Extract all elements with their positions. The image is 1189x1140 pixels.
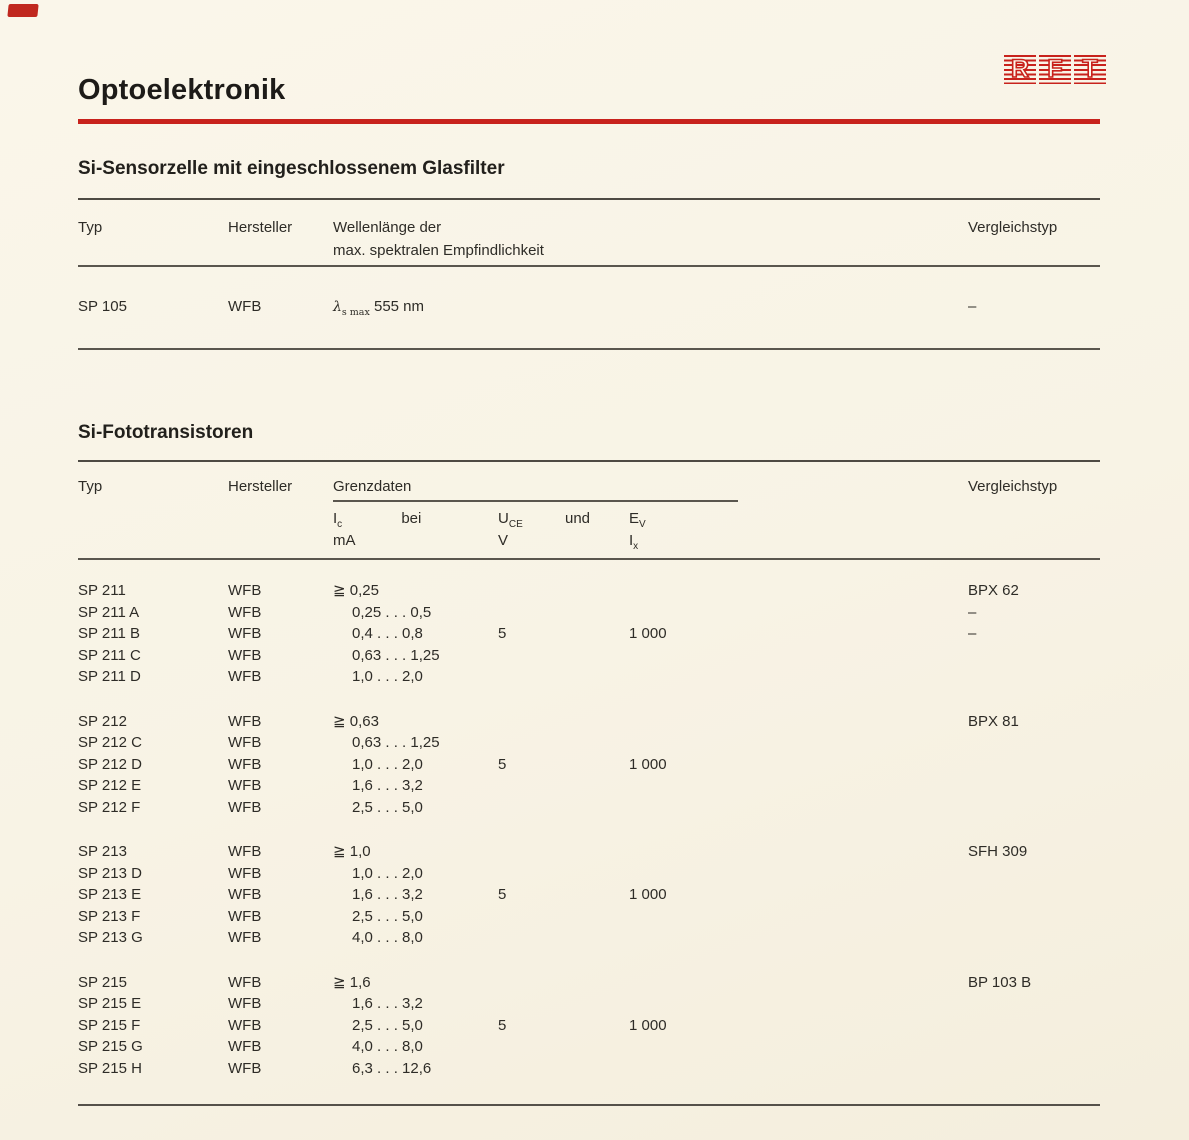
column-header-wellenlaenge — [333, 216, 968, 262]
cell-hersteller: WFB — [228, 712, 262, 730]
cell-uce — [493, 666, 565, 688]
cell-typ: SP 213 F — [78, 907, 141, 925]
column-header-hersteller: Hersteller — [228, 478, 293, 495]
corner-mark — [7, 4, 38, 17]
cell-vergleichstyp — [968, 645, 1100, 667]
cell-ev — [615, 927, 968, 949]
cell-ev: 1 000 — [629, 1016, 667, 1034]
cell-und — [565, 993, 615, 1015]
cell-und — [565, 602, 615, 624]
cell-uce — [493, 1036, 565, 1058]
cell-ev — [615, 841, 968, 863]
table-row — [78, 711, 1100, 733]
cell-vergleichstyp — [968, 754, 1100, 776]
rft-logo-letter: T — [1074, 55, 1106, 84]
cell-vergleichstyp — [968, 993, 1100, 1015]
fototransistoren-header-row — [78, 478, 1057, 495]
cell-typ: SP 213 E — [78, 886, 142, 903]
table-row — [78, 972, 1100, 994]
cell-und — [565, 906, 615, 928]
cell-ev — [615, 972, 968, 994]
cell-ev — [615, 666, 968, 688]
cell-typ: SP 213 D — [78, 864, 142, 882]
cell-ic: 1,6 . . . 3,2 — [352, 886, 423, 903]
section-heading: Si-Sensorzelle mit eingeschlossenem Glasfilter — [78, 158, 505, 179]
cell-uce — [493, 775, 565, 797]
table-row — [78, 623, 1100, 645]
cell-ic: 1,0 . . . 2,0 — [352, 864, 423, 882]
cell-typ: SP 211 D — [78, 668, 141, 685]
column-header-typ: Typ — [78, 219, 103, 236]
section-heading: Si-Fototransistoren — [78, 422, 254, 443]
cell-typ: SP 212 C — [78, 734, 142, 751]
subheader-row-1 — [78, 510, 968, 530]
cell-ev — [615, 580, 968, 602]
page-title: Optoelektronik — [78, 74, 286, 106]
title-rule — [78, 119, 1100, 124]
symbol-ix: $I_x$ — [629, 532, 639, 552]
grenzdaten-underline — [333, 500, 738, 502]
row-group — [78, 972, 1100, 1080]
table-row — [78, 863, 1100, 885]
rft-logo-letter: F — [1039, 55, 1071, 84]
cell-uce — [493, 863, 565, 885]
page-bottom-rule — [78, 1104, 1100, 1106]
cell-uce — [493, 972, 565, 994]
cell-hersteller: WFB — [228, 668, 262, 685]
cell-typ: SP 215 — [78, 973, 127, 991]
cell-vergleichstyp — [968, 884, 1100, 906]
cell-und — [565, 732, 615, 754]
table-row — [78, 1036, 1100, 1058]
cell-uce: 5 — [498, 755, 507, 773]
cell-typ: SP 211 — [78, 582, 126, 599]
cell-uce — [493, 580, 565, 602]
column-header-vergleichstyp: Vergleichstyp — [968, 219, 1058, 236]
cell-ic: 0,63 . . . 1,25 — [352, 646, 440, 664]
cell-typ: SP 212 — [78, 712, 127, 730]
cell-vergleichstyp: SFH 309 — [968, 843, 1028, 860]
label-und: und — [565, 510, 591, 527]
cell-und — [565, 645, 615, 667]
spacer — [228, 532, 333, 552]
cell-ev: 1 000 — [629, 625, 667, 642]
cell-ev — [615, 1058, 968, 1080]
cell-ev: 1 000 — [629, 886, 667, 903]
cell-vergleichstyp — [968, 927, 1100, 949]
row-group — [78, 580, 1100, 688]
cell-typ: SP 215 G — [78, 1038, 143, 1055]
symbol-ic: $I_c$ — [333, 510, 343, 530]
table-row — [78, 754, 1100, 776]
column-header-grenzdaten: Grenzdaten — [333, 478, 412, 495]
lambda-subscript: s max — [341, 307, 370, 318]
cell-ev — [615, 775, 968, 797]
cell-und — [565, 711, 615, 733]
fototransistoren-table-body — [78, 580, 1100, 1102]
divider — [78, 558, 1100, 560]
cell-und — [565, 1036, 615, 1058]
cell-uce — [493, 645, 565, 667]
cell-typ: SP 215 H — [78, 1059, 142, 1077]
table-row — [78, 580, 1100, 602]
cell-hersteller: WFB — [228, 755, 262, 773]
cell-ic: 1,6 . . . 3,2 — [352, 995, 423, 1012]
cell-typ: SP 215 F — [78, 1016, 141, 1034]
cell-und — [565, 863, 615, 885]
cell-vergleichstyp — [968, 906, 1100, 928]
divider — [78, 460, 1100, 462]
divider — [78, 265, 1100, 267]
cell-vergleichstyp — [968, 1036, 1100, 1058]
cell-ev — [615, 993, 968, 1015]
cell-vergleichstyp — [968, 1015, 1100, 1037]
cell-vergleichstyp: BPX 81 — [968, 712, 1019, 730]
cell-vergleichstyp — [968, 863, 1100, 885]
cell-ic: 1,0 . . . 2,0 — [352, 668, 423, 685]
table-row — [78, 884, 1100, 906]
spacer — [565, 532, 615, 552]
column-header-wellenlaenge-line2: max. spektralen Empfindlichkeit — [333, 242, 544, 259]
cell-typ: SP 211 A — [78, 603, 140, 621]
cell-vergleichstyp: – — [968, 298, 977, 315]
cell-hersteller: WFB — [228, 625, 262, 642]
table-row — [78, 295, 976, 324]
cell-vergleichstyp: BPX 62 — [968, 582, 1019, 599]
cell-ic: 2,5 . . . 5,0 — [352, 907, 423, 925]
cell-und — [565, 1015, 615, 1037]
cell-ev — [615, 906, 968, 928]
table-row — [78, 602, 1100, 624]
table-row — [78, 927, 1100, 949]
spacer — [78, 510, 228, 530]
cell-ic: ≧ 1,0 — [333, 843, 371, 860]
cell-ic: 0,63 . . . 1,25 — [352, 734, 440, 751]
cell-und — [565, 884, 615, 906]
cell-typ: SP 211 B — [78, 625, 140, 642]
section-sensorzelle — [78, 158, 1100, 388]
cell-uce — [493, 841, 565, 863]
cell-vergleichstyp — [968, 775, 1100, 797]
cell-typ: SP 212 F — [78, 798, 141, 816]
cell-vergleichstyp — [968, 666, 1100, 688]
table-row — [78, 666, 1100, 688]
rft-logo-letter: R — [1004, 55, 1036, 84]
column-header-vergleichstyp: Vergleichstyp — [968, 478, 1058, 495]
cell-ic: 4,0 . . . 8,0 — [352, 1038, 423, 1055]
table-row — [78, 775, 1100, 797]
cell-hersteller: WFB — [228, 929, 262, 946]
cell-typ: SP 105 — [78, 298, 127, 315]
cell-hersteller: WFB — [228, 603, 262, 621]
cell-ev — [615, 1036, 968, 1058]
lambda-symbol: λ — [333, 299, 342, 315]
cell-ev — [615, 732, 968, 754]
cell-uce — [493, 993, 565, 1015]
cell-ev — [615, 797, 968, 819]
cell-vergleichstyp: – — [968, 625, 977, 642]
cell-vergleichstyp — [968, 732, 1100, 754]
cell-und — [565, 775, 615, 797]
cell-ic: 2,5 . . . 5,0 — [352, 1016, 423, 1034]
subheader-ev: $E_V$ — [629, 510, 646, 530]
cell-vergleichstyp: BP 103 B — [968, 973, 1032, 991]
label-bei: bei — [401, 510, 422, 527]
cell-hersteller: WFB — [228, 798, 262, 816]
cell-und — [565, 841, 615, 863]
cell-ev — [615, 602, 968, 624]
cell-ic: 0,25 . . . 0,5 — [352, 603, 432, 621]
cell-hersteller: WFB — [228, 734, 262, 751]
cell-hersteller: WFB — [228, 1059, 262, 1077]
cell-vergleichstyp: – — [968, 603, 977, 621]
cell-ev: 1 000 — [629, 755, 667, 773]
cell-wellenlaenge — [333, 295, 968, 324]
subheader-uce: $U_{CE}$ — [498, 510, 523, 530]
cell-uce: 5 — [498, 1016, 507, 1034]
wavelength-value: 555 nm — [373, 298, 425, 315]
table-row — [78, 993, 1100, 1015]
cell-und — [565, 927, 615, 949]
cell-uce: 5 — [498, 886, 507, 903]
cell-und — [565, 623, 615, 645]
cell-typ: SP 215 E — [78, 995, 142, 1012]
table-row — [78, 841, 1100, 863]
cell-uce — [493, 797, 565, 819]
spacer — [78, 532, 228, 552]
row-group — [78, 841, 1100, 949]
cell-hersteller: WFB — [228, 646, 262, 664]
divider — [78, 198, 1100, 200]
cell-ev — [615, 645, 968, 667]
cell-typ: SP 211 C — [78, 646, 141, 664]
cell-und — [565, 580, 615, 602]
cell-hersteller: WFB — [228, 973, 262, 991]
column-header-typ: Typ — [78, 478, 103, 495]
table-row — [78, 906, 1100, 928]
section-fototransistoren — [78, 420, 1100, 1120]
cell-uce — [493, 906, 565, 928]
cell-und — [565, 754, 615, 776]
cell-hersteller: WFB — [228, 298, 262, 315]
column-header-hersteller: Hersteller — [228, 219, 293, 236]
cell-hersteller: WFB — [228, 1038, 262, 1055]
cell-hersteller: WFB — [228, 995, 262, 1012]
cell-typ: SP 213 — [78, 843, 127, 860]
cell-hersteller: WFB — [228, 864, 262, 882]
cell-typ: SP 213 G — [78, 929, 143, 946]
cell-uce — [493, 732, 565, 754]
cell-und — [565, 972, 615, 994]
cell-ic: 0,4 . . . 0,8 — [352, 625, 423, 642]
unit-v: V — [498, 532, 509, 549]
cell-vergleichstyp — [968, 797, 1100, 819]
cell-uce — [493, 1058, 565, 1080]
cell-hersteller: WFB — [228, 886, 262, 903]
sensorzelle-header-row — [78, 216, 1057, 262]
subheader-row-2 — [78, 532, 968, 552]
cell-ic: 4,0 . . . 8,0 — [352, 929, 423, 946]
table-row — [78, 645, 1100, 667]
cell-typ: SP 212 E — [78, 777, 142, 794]
cell-und — [565, 666, 615, 688]
cell-hersteller: WFB — [228, 1016, 262, 1034]
divider — [78, 348, 1100, 350]
cell-ev — [615, 711, 968, 733]
cell-ic: ≧ 1,6 — [333, 973, 371, 991]
cell-ic: 6,3 . . . 12,6 — [352, 1059, 432, 1077]
table-row — [78, 797, 1100, 819]
unit-ma: mA — [333, 532, 356, 549]
cell-hersteller: WFB — [228, 907, 262, 925]
cell-uce — [493, 602, 565, 624]
table-row — [78, 1015, 1100, 1037]
cell-ic: 1,0 . . . 2,0 — [352, 755, 423, 773]
subheader-ic-bei — [333, 510, 493, 530]
cell-ic: ≧ 0,63 — [333, 712, 379, 730]
column-header-wellenlaenge-line1: Wellenlänge der — [333, 219, 442, 236]
cell-vergleichstyp — [968, 1058, 1100, 1080]
cell-hersteller: WFB — [228, 843, 262, 860]
cell-ic: 1,6 . . . 3,2 — [352, 777, 423, 794]
cell-uce — [493, 927, 565, 949]
cell-ic: ≧ 0,25 — [333, 582, 379, 599]
spacer — [228, 510, 333, 530]
cell-ev — [615, 863, 968, 885]
cell-und — [565, 797, 615, 819]
cell-uce: 5 — [498, 625, 507, 642]
table-row — [78, 1058, 1100, 1080]
cell-typ: SP 212 D — [78, 755, 142, 773]
cell-uce — [493, 711, 565, 733]
cell-und — [565, 1058, 615, 1080]
cell-hersteller: WFB — [228, 582, 262, 599]
table-row — [78, 732, 1100, 754]
rft-logo — [1004, 55, 1106, 84]
row-group — [78, 711, 1100, 819]
cell-hersteller: WFB — [228, 777, 262, 794]
cell-ic: 2,5 . . . 5,0 — [352, 798, 423, 816]
